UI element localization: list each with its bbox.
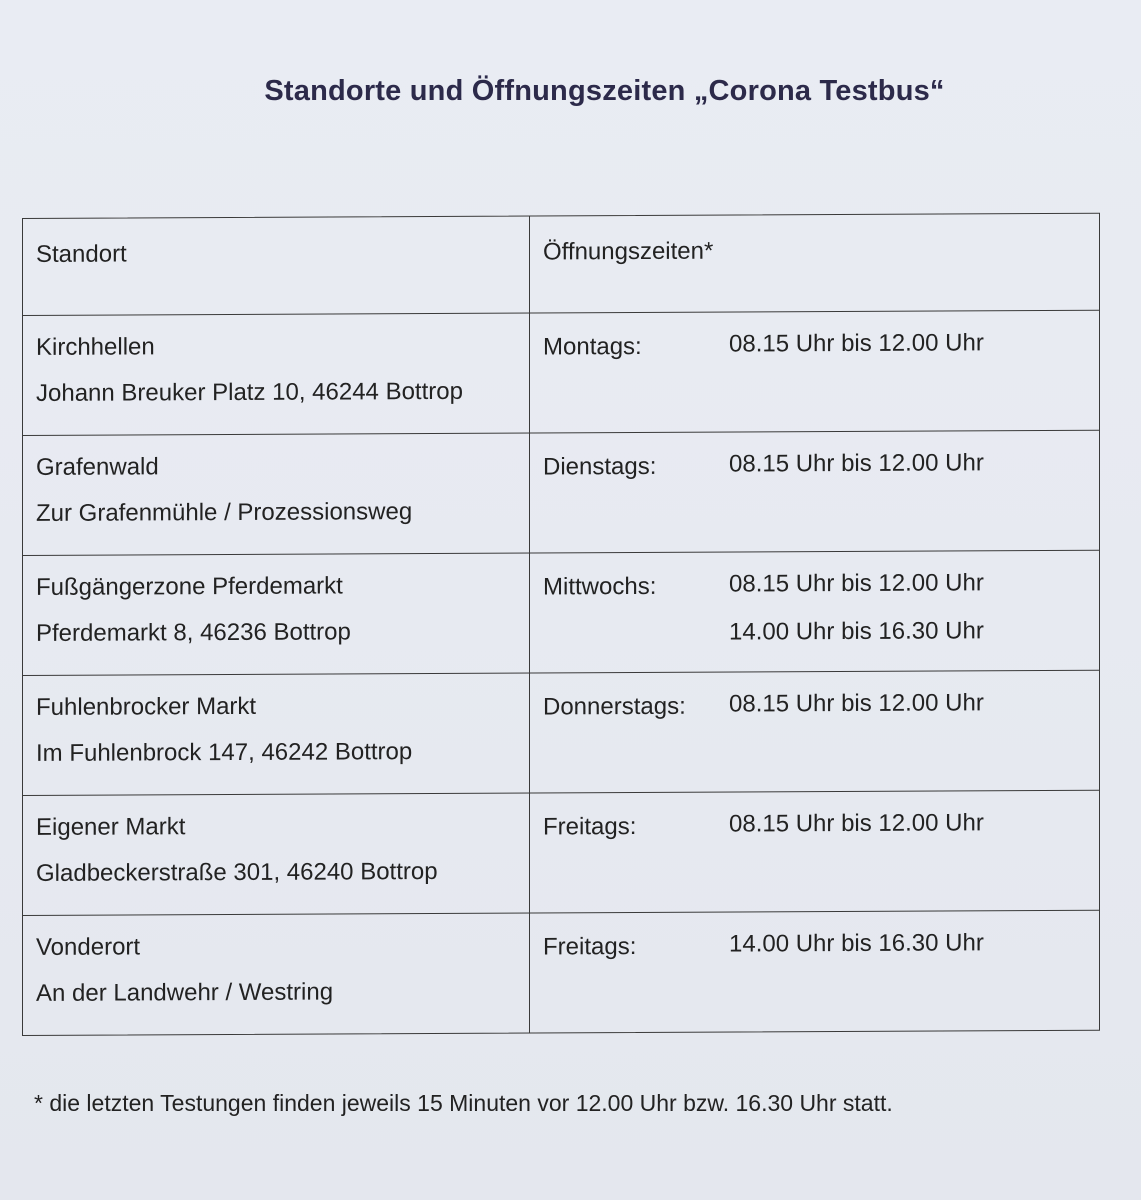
time-slot: 08.15 Uhr bis 12.00 Uhr bbox=[729, 569, 984, 598]
location-name: Fuhlenbrocker Markt bbox=[36, 692, 257, 721]
location-address: Gladbeckerstraße 301, 46240 Bottrop bbox=[36, 857, 438, 887]
time-slots bbox=[729, 571, 984, 668]
hours-cell bbox=[530, 311, 1099, 433]
time-slot: 08.15 Uhr bis 12.00 Uhr bbox=[729, 449, 984, 478]
location-address: Im Fuhlenbrock 147, 46242 Bottrop bbox=[36, 738, 413, 767]
location-name: Fußgängerzone Pferdemarkt bbox=[36, 572, 343, 601]
location-cell bbox=[23, 674, 530, 795]
table-header-row bbox=[23, 214, 1099, 315]
time-slot: 14.00 Uhr bis 16.30 Uhr bbox=[729, 617, 984, 646]
header-hours: Öffnungszeiten* bbox=[543, 237, 714, 266]
weekday: Donnerstags: bbox=[543, 692, 686, 721]
weekday: Montags: bbox=[543, 332, 642, 361]
time-slot: 14.00 Uhr bis 16.30 Uhr bbox=[729, 929, 984, 958]
hours-cell bbox=[530, 911, 1099, 1033]
location-name: Kirchhellen bbox=[36, 333, 155, 361]
location-name: Vonderort bbox=[36, 933, 141, 961]
time-slot: 08.15 Uhr bis 12.00 Uhr bbox=[729, 809, 984, 838]
weekday: Dienstags: bbox=[543, 452, 657, 481]
location-cell bbox=[23, 314, 530, 435]
table-row bbox=[23, 550, 1099, 675]
location-cell bbox=[23, 434, 530, 555]
header-location: Standort bbox=[23, 217, 530, 315]
time-slots bbox=[729, 931, 984, 980]
time-slot: 08.15 Uhr bis 12.00 Uhr bbox=[729, 329, 984, 358]
location-cell bbox=[23, 554, 530, 675]
location-address: An der Landwehr / Westring bbox=[36, 978, 334, 1007]
footnote: * die letzten Testungen finden jeweils 15 Minuten vor 12.00 Uhr bzw. 16.30 Uhr statt. bbox=[34, 1090, 893, 1116]
table-row bbox=[23, 430, 1099, 555]
time-slot: 08.15 Uhr bis 12.00 Uhr bbox=[729, 689, 984, 718]
location-address: Pferdemarkt 8, 46236 Bottrop bbox=[36, 618, 351, 647]
hours-cell bbox=[530, 671, 1099, 793]
time-slots bbox=[729, 331, 984, 380]
table-row bbox=[23, 310, 1099, 435]
location-name: Grafenwald bbox=[36, 453, 159, 481]
table-row bbox=[23, 790, 1099, 915]
weekday: Freitags: bbox=[543, 932, 637, 961]
location-cell bbox=[23, 794, 530, 915]
location-name: Eigener Markt bbox=[36, 813, 186, 841]
hours-cell bbox=[530, 551, 1099, 673]
time-slots bbox=[729, 451, 984, 500]
schedule-table bbox=[22, 213, 1100, 1036]
page-title: Standorte und Öffnungszeiten „Corona Testbus“ bbox=[264, 75, 945, 107]
hours-cell bbox=[530, 431, 1099, 553]
time-slots bbox=[729, 811, 984, 860]
hours-cell bbox=[530, 791, 1099, 913]
location-address: Johann Breuker Platz 10, 46244 Bottrop bbox=[36, 377, 463, 407]
location-address: Zur Grafenmühle / Prozessionsweg bbox=[36, 498, 413, 527]
location-cell bbox=[23, 914, 530, 1035]
table-row bbox=[23, 670, 1099, 795]
time-slots bbox=[729, 691, 984, 740]
weekday: Mittwochs: bbox=[543, 572, 657, 601]
weekday: Freitags: bbox=[543, 812, 637, 841]
table-row bbox=[23, 910, 1099, 1035]
